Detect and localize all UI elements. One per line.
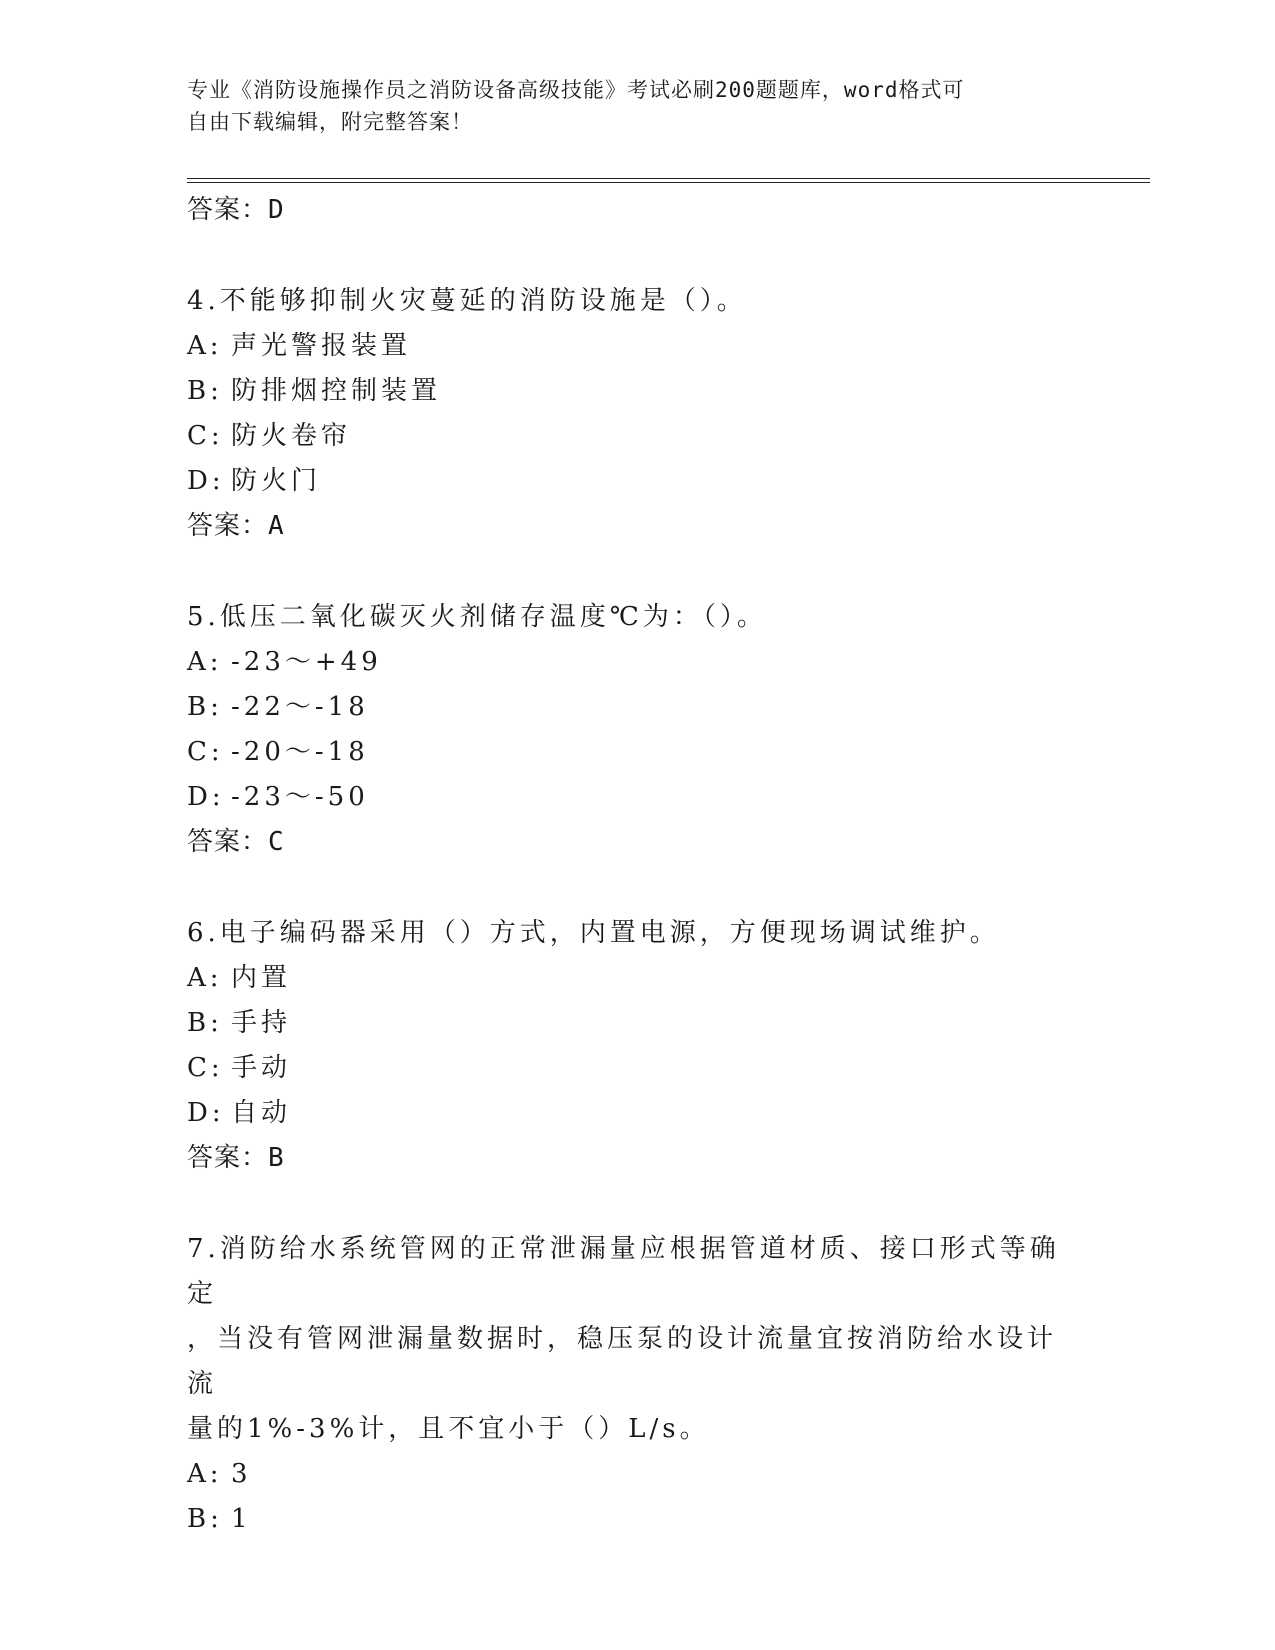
option-text: 手动 xyxy=(231,1053,292,1083)
option-text: 防排烟控制装置 xyxy=(231,376,442,406)
option-letter: A: xyxy=(187,647,223,677)
option-text: -22～-18 xyxy=(231,692,369,722)
option-letter: B: xyxy=(187,376,223,406)
option-a xyxy=(187,324,1077,369)
option-b xyxy=(187,1001,1077,1046)
question-stem: 6.电子编码器采用（）方式，内置电源，方便现场调试维护。 xyxy=(187,918,1000,948)
question-list xyxy=(187,188,1077,1542)
question-5 xyxy=(187,595,1077,865)
option-b xyxy=(187,1497,1077,1542)
question-6 xyxy=(187,911,1077,1181)
question-stem-line-1: 7.消防给水系统管网的正常泄漏量应根据管道材质、接口形式等确定 xyxy=(187,1234,1060,1309)
question-stem-line-3: 量的1%-3%计，且不宜小于（）L/s。 xyxy=(187,1414,710,1444)
header-line-1: 专业《消防设施操作员之消防设备高级技能》考试必刷200题题库，word格式可 xyxy=(187,78,965,102)
option-b xyxy=(187,369,1077,414)
option-letter: A: xyxy=(187,1459,223,1489)
question-stem: 5.低压二氧化碳灭火剂储存温度℃为：（）。 xyxy=(187,602,767,632)
option-a xyxy=(187,956,1077,1001)
option-a xyxy=(187,640,1077,685)
option-letter: B: xyxy=(187,1504,223,1534)
question-stem-line-2: ，当没有管网泄漏量数据时，稳压泵的设计流量宜按消防给水设计流 xyxy=(187,1324,1058,1399)
option-c xyxy=(187,730,1077,775)
header-line-2: 自由下载编辑，附完整答案！ xyxy=(187,110,473,134)
option-letter: C: xyxy=(187,1053,224,1083)
answer-line: 答案：A xyxy=(187,511,285,541)
question-stem: 4.不能够抑制火灾蔓延的消防设施是（）。 xyxy=(187,286,747,316)
option-letter: D: xyxy=(187,782,225,812)
option-letter: B: xyxy=(187,692,223,722)
question-7 xyxy=(187,1227,1077,1542)
question-4 xyxy=(187,279,1077,549)
document-header xyxy=(187,74,1077,138)
option-text: 防火卷帘 xyxy=(231,421,352,451)
option-c xyxy=(187,1046,1077,1091)
option-text: 手持 xyxy=(231,1008,292,1038)
option-text: -23～+49 xyxy=(231,647,382,677)
header-rule-top xyxy=(187,178,1150,179)
option-d xyxy=(187,775,1077,820)
option-text: 内置 xyxy=(231,963,292,993)
option-text: 防火门 xyxy=(231,466,322,496)
option-text: 1 xyxy=(231,1504,252,1534)
option-text: -20～-18 xyxy=(231,737,369,767)
answer-line: 答案：C xyxy=(187,827,285,857)
option-text: 自动 xyxy=(231,1098,292,1128)
option-text: 3 xyxy=(231,1459,252,1489)
option-letter: C: xyxy=(187,421,224,451)
option-letter: C: xyxy=(187,737,224,767)
option-d xyxy=(187,459,1077,504)
option-letter: D: xyxy=(187,1098,225,1128)
option-letter: D: xyxy=(187,466,225,496)
answer-line: 答案：D xyxy=(187,195,285,225)
option-c xyxy=(187,414,1077,459)
option-text: -23～-50 xyxy=(231,782,369,812)
option-text: 声光警报装置 xyxy=(231,331,412,361)
option-letter: A: xyxy=(187,963,223,993)
option-letter: B: xyxy=(187,1008,223,1038)
option-b xyxy=(187,685,1077,730)
option-a xyxy=(187,1452,1077,1497)
header-rule-bottom xyxy=(187,182,1150,183)
option-d xyxy=(187,1091,1077,1136)
answer-line: 答案：B xyxy=(187,1143,285,1173)
option-letter: A: xyxy=(187,331,223,361)
